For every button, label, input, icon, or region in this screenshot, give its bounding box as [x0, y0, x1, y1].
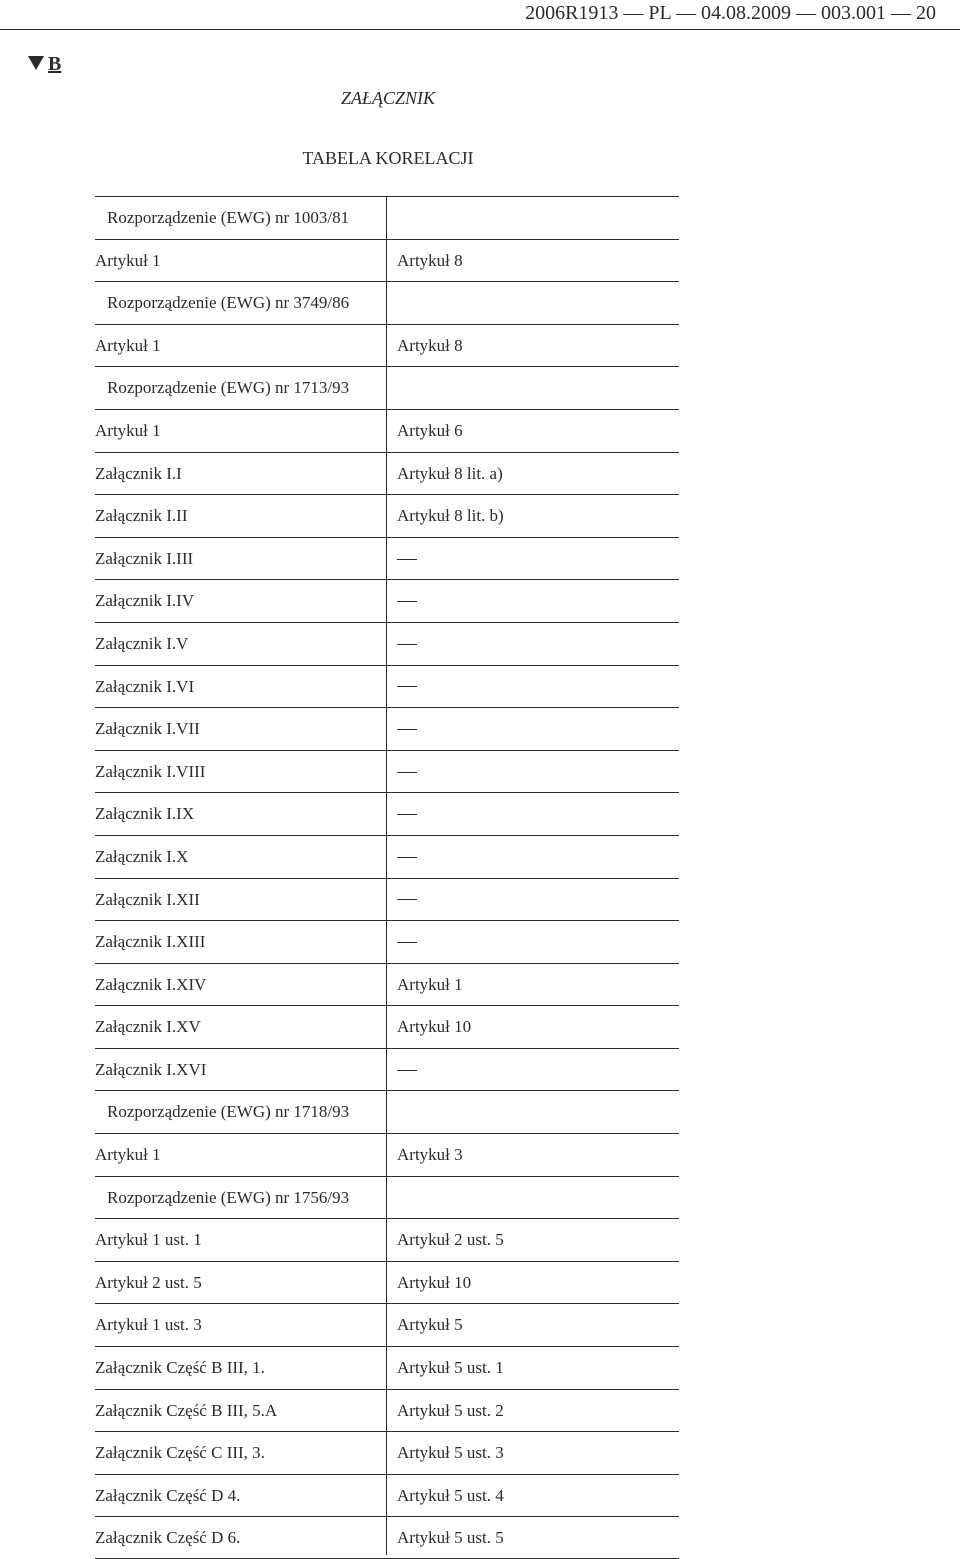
new-provision-cell: Artykuł 2 ust. 5 [397, 1230, 504, 1250]
table-row [95, 622, 679, 665]
table-section-heading-row [95, 366, 679, 409]
table-row [95, 1218, 679, 1261]
no-equivalent-dash [397, 751, 414, 793]
old-provision-cell: Załącznik I.VIII [95, 761, 206, 781]
old-provision-cell: Załącznik I.XIII [95, 932, 206, 952]
old-provision-cell: Załącznik I.XIV [95, 974, 207, 994]
table-row [95, 1389, 679, 1432]
table-row [95, 920, 679, 963]
old-provision-cell: Załącznik I.III [95, 548, 194, 568]
no-equivalent-dash [397, 1049, 414, 1091]
new-provision-cell: Artykuł 6 [397, 420, 463, 440]
table-row [95, 707, 679, 750]
no-equivalent-dash [397, 623, 414, 665]
table-row [95, 324, 679, 367]
no-equivalent-dash [397, 580, 414, 622]
old-provision-cell: Załącznik I.IV [95, 591, 195, 611]
table-row [95, 1303, 679, 1346]
table-row [95, 792, 679, 835]
table-row [95, 665, 679, 708]
table-row [95, 878, 679, 921]
no-equivalent-dash [397, 793, 414, 835]
old-provision-cell: Artykuł 2 ust. 5 [95, 1272, 202, 1292]
new-provision-cell: Artykuł 10 [397, 1272, 472, 1292]
column-divider [386, 196, 387, 1555]
table-row [95, 579, 679, 622]
triangle-down-icon [28, 56, 44, 70]
table-row [95, 452, 679, 495]
table-row [95, 963, 679, 1006]
old-provision-cell: Załącznik I.XVI [95, 1059, 207, 1079]
no-equivalent-dash [397, 666, 414, 708]
new-provision-cell: Artykuł 5 ust. 1 [397, 1358, 504, 1378]
table-row [95, 239, 679, 282]
table-row [95, 835, 679, 878]
old-provision-cell: Załącznik I.II [95, 506, 188, 526]
new-provision-cell: Artykuł 5 [397, 1315, 463, 1335]
new-provision-cell: Artykuł 5 ust. 5 [397, 1528, 504, 1548]
old-provision-cell: Załącznik I.VI [95, 676, 195, 696]
header-rule [0, 29, 960, 30]
table-row [95, 409, 679, 452]
no-equivalent-dash [397, 538, 414, 580]
new-provision-cell: Artykuł 5 ust. 2 [397, 1400, 504, 1420]
regulation-heading: Rozporządzenie (EWG) nr 1718/93 [107, 1102, 350, 1122]
table-section-heading-row [95, 281, 679, 324]
correlation-table [95, 196, 679, 1559]
new-provision-cell: Artykuł 8 [397, 250, 463, 270]
table-row [95, 1261, 679, 1304]
old-provision-cell: Artykuł 1 [95, 1145, 161, 1165]
table-row [95, 1048, 679, 1091]
new-provision-cell: Artykuł 1 [397, 974, 463, 994]
old-provision-cell: Artykuł 1 ust. 3 [95, 1315, 202, 1335]
old-provision-cell: Artykuł 1 ust. 1 [95, 1230, 202, 1250]
table-row [95, 1431, 679, 1474]
regulation-heading: Rozporządzenie (EWG) nr 1713/93 [107, 378, 350, 398]
regulation-heading: Rozporządzenie (EWG) nr 1756/93 [107, 1187, 350, 1207]
old-provision-cell: Załącznik I.VII [95, 719, 200, 739]
new-provision-cell: Artykuł 8 lit. b) [397, 506, 504, 526]
table-row [95, 1516, 679, 1559]
document-reference-header: 2006R1913 — PL — 04.08.2009 — 003.001 — 20 [525, 2, 936, 24]
old-provision-cell: Załącznik Część B III, 1. [95, 1358, 265, 1378]
new-provision-cell: Artykuł 10 [397, 1017, 472, 1037]
table-row [95, 1005, 679, 1048]
amendment-code: B [48, 53, 62, 75]
table-title: TABELA KORELACJI [302, 148, 474, 168]
table-row [95, 1346, 679, 1389]
no-equivalent-dash [397, 921, 414, 963]
table-row [95, 537, 679, 580]
old-provision-cell: Załącznik Część D 6. [95, 1528, 241, 1548]
old-provision-cell: Załącznik Część B III, 5.A [95, 1400, 278, 1420]
old-provision-cell: Załącznik I.V [95, 633, 189, 653]
new-provision-cell: Artykuł 8 [397, 335, 463, 355]
old-provision-cell: Załącznik I.IX [95, 804, 195, 824]
no-equivalent-dash [397, 879, 414, 921]
annex-title: ZAŁĄCZNIK [340, 88, 436, 108]
regulation-heading: Rozporządzenie (EWG) nr 1003/81 [107, 208, 350, 227]
table-section-heading-row [95, 196, 679, 239]
old-provision-cell: Załącznik I.X [95, 846, 189, 866]
old-provision-cell: Artykuł 1 [95, 420, 161, 440]
no-equivalent-dash [397, 708, 414, 750]
table-row [95, 750, 679, 793]
new-provision-cell: Artykuł 3 [397, 1145, 463, 1165]
old-provision-cell: Załącznik Część D 4. [95, 1485, 241, 1505]
table-row [95, 494, 679, 537]
new-provision-cell: Artykuł 8 lit. a) [397, 463, 503, 483]
new-provision-cell: Artykuł 5 ust. 3 [397, 1443, 504, 1463]
new-provision-cell: Artykuł 5 ust. 4 [397, 1485, 504, 1505]
old-provision-cell: Załącznik Część C III, 3. [95, 1443, 265, 1463]
old-provision-cell: Artykuł 1 [95, 335, 161, 355]
old-provision-cell: Artykuł 1 [95, 250, 161, 270]
old-provision-cell: Załącznik I.I [95, 463, 182, 483]
table-row [95, 1133, 679, 1176]
no-equivalent-dash [397, 836, 414, 878]
old-provision-cell: Załącznik I.XII [95, 889, 200, 909]
table-row [95, 1474, 679, 1517]
amendment-marker [28, 51, 61, 77]
regulation-heading: Rozporządzenie (EWG) nr 3749/86 [107, 293, 350, 313]
table-section-heading-row [95, 1090, 679, 1133]
old-provision-cell: Załącznik I.XV [95, 1017, 201, 1037]
table-section-heading-row [95, 1176, 679, 1219]
